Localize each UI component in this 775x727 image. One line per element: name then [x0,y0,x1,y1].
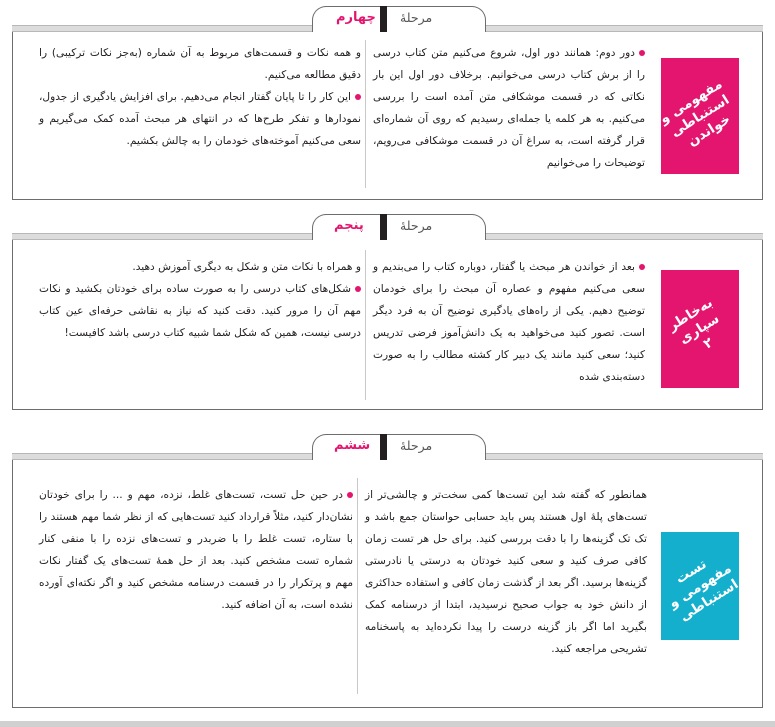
stage-number: پنجم [334,218,364,233]
section-label: تست مفهومی و استنباطی [661,532,739,640]
right-column-text: دور دوم: همانند دور اول، شروع می‌کنیم متن کتاب درسی را از برش کتاب درسی می‌خوانیم. برخلاف دور اول این بار نکاتی که در قسمت موشکافی متن آمده است را بررسی می‌کنیم. به هر کلمه یا جمله‌ای رسیدیم که روی آن شماره‌ای قرار گرفته است، به سراغ آن در قسمت موشکافی می‌رویم، توضیحات را می‌خوانیم [373,47,645,169]
section-label: مفهومی و استنباطی خواندن [661,58,739,174]
bullet-icon [355,94,361,100]
stage-word: مرحلهٔ [400,218,433,233]
right-column-text: همانطور که گفته شد این تست‌ها کمی سخت‌تر و چالشی‌تر از تست‌های پلهٔ اول هستند پس باید حسابی حواستان جمع باشد و تک تک گزینه‌ها را با دقت بررسی کنید. برای حل هر تست زمان کافی صرف کنید و سعی کنید خودتان به درستی یا نادرستی گزینه‌ها برسید. اگر بعد از گذشت زمان کافی و استفاده حداکثری از دانش خود به جواب صحیح نرسیدید، ابتدا از درسنامه کمک بگیرید اما اگر باز گزینه درست را پیدا نکرده‌اید به پاسخنامه تشریحی مراجعه کنید. [365,489,647,655]
bullet-icon [639,264,645,270]
left-column-text: در حین حل تست، تست‌های غلط، نزده، مهم و ... را برای خودتان نشان‌دار کنید، مثلاً قرارداد کنید تست‌هایی که از نظر شما مهم هستند را با ستاره، تست غلط را با ضربدر و تست‌های نزده را با منفی کنار شماره تست مشخص کنید. بعد از حل همهٔ تست‌های یک گفتار نکات مهم و پرتکرار را در قسمت درسنامه مشخص کنید و اگر نکته‌ای آورده نشده است، به آن اضافه کنید. [39,489,353,611]
content-box [12,32,763,200]
stage-section-5 [0,208,775,413]
stage-tab [312,6,486,32]
stage-number: ششم [334,438,371,453]
bullet-icon [355,286,361,292]
stage-tab [312,434,486,460]
section-label: به‌خاطر سپاری ۲ [661,270,739,388]
page-bottom-rule [0,721,775,727]
stage-tab [312,214,486,240]
stage-word: مرحلهٔ [400,10,433,25]
content-box [12,240,763,410]
stage-section-6 [0,428,775,718]
bullet-icon [639,50,645,56]
left-column-text: و همراه با نکات متن و شکل به دیگری آموزش دهید. شکل‌های کتاب درسی را به صورت ساده برای خودتان بکشید و نکات مهم آن را مرور کنید. دقت کنید که نیاز به نقاشی حرفه‌ای عین کتاب درسی نیست، همین که شکل شما شبیه کتاب درسی باشد کافیست! [39,261,361,339]
stage-word: مرحلهٔ [400,438,433,453]
left-column-text: و همه نکات و قسمت‌های مربوط به آن شماره (به‌جز نکات ترکیبی) را دقیق مطالعه می‌کنیم. این کار را تا پایان گفتار انجام می‌دهیم. برای افزایش یادگیری از جدول، نمودارها و تفکر طرح‌ها که در انتهای هر مبحث آمده کمک می‌گیریم و سعی می‌کنیم آموخته‌های خودمان را به چالش بکشیم. [39,47,361,147]
stage-section-4 [0,0,775,200]
content-box [12,460,763,708]
right-column-text: بعد از خواندن هر مبحث یا گفتار، دوباره کتاب را می‌بندیم و سعی می‌کنیم مفهوم و عصاره آن مبحث را برای خودمان توضیح دهیم. یکی از راه‌های یادگیری توضیح آن به فرد دیگر است. تصور کنید می‌خواهید به یک دانش‌آموز فرضی تدریس کنید؛ سعی کنید مانند یک دبیر کار کشته مطالب را به صورت دسته‌بندی شده [373,261,645,383]
stage-number: چهارم [336,10,376,25]
bullet-icon [347,492,353,498]
